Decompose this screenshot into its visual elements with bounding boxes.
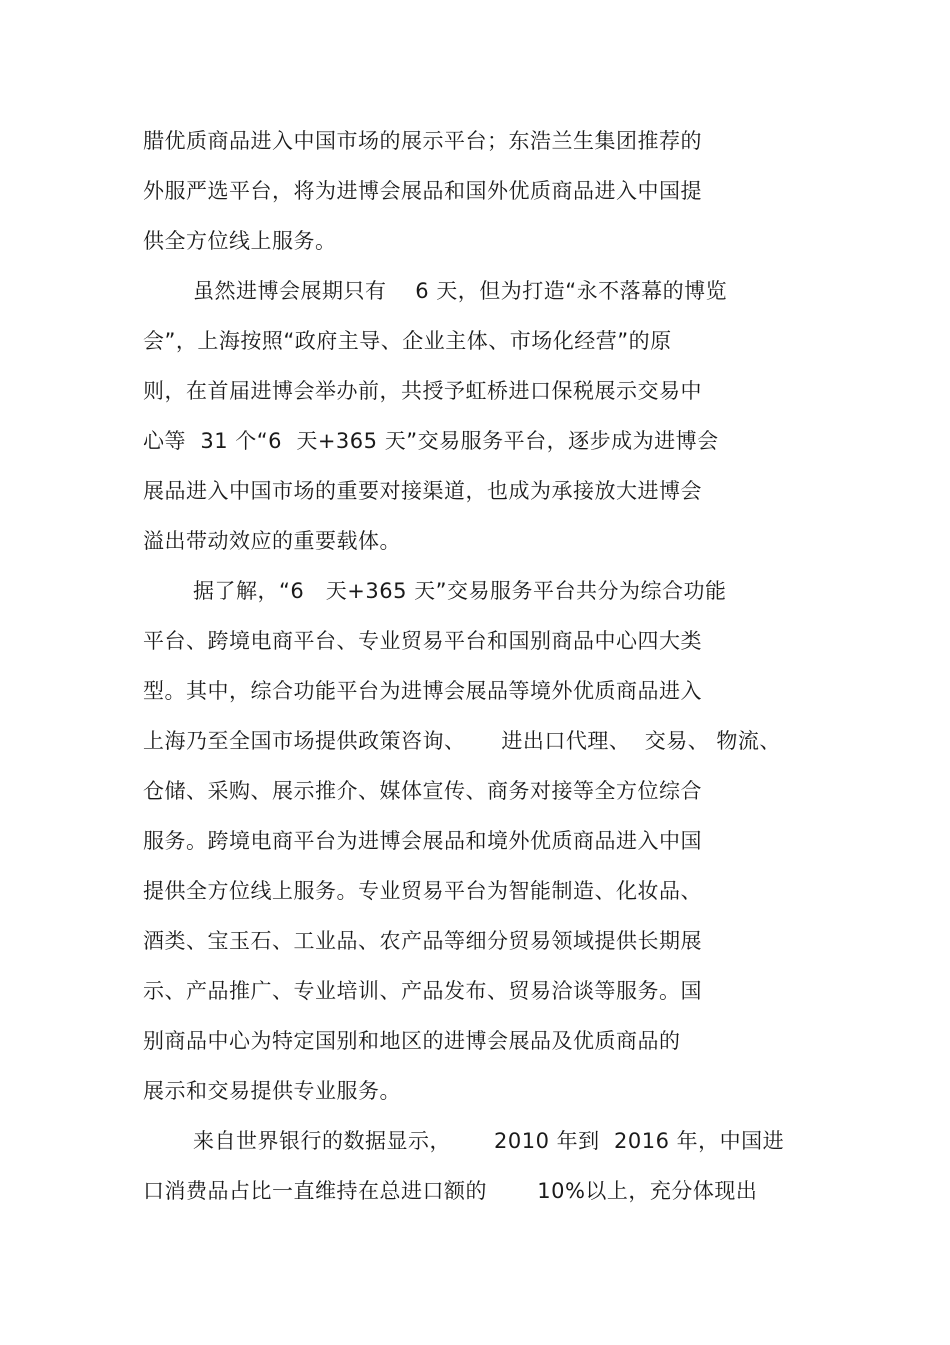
text-line: 服务。跨境电商平台为进博会展品和境外优质商品进入中国 (143, 829, 702, 853)
text-line: 酒类、宝玉石、工业品、农产品等细分贸易领域提供长期展 (143, 929, 702, 953)
text-line: 据了解，“6 天+365 天”交易服务平台共分为综合功能 (193, 579, 727, 603)
text-line: 心等 31 个“6 天+365 天”交易服务平台，逐步成为进博会 (143, 429, 719, 453)
text-line: 会”，上海按照“政府主导、企业主体、市场化经营”的原 (143, 329, 672, 353)
text-line: 上海乃至全国市场提供政策咨询、 进出口代理、 交易、 物流、 (143, 729, 781, 753)
text-line: 别商品中心为特定国别和地区的进博会展品及优质商品的 (143, 1029, 681, 1053)
text-line: 口消费品占比一直维持在总进口额的 10%以上，充分体现出 (143, 1179, 758, 1203)
text-line: 腊优质商品进入中国市场的展示平台；东浩兰生集团推荐的 (143, 129, 702, 153)
text-line: 展品进入中国市场的重要对接渠道，也成为承接放大进博会 (143, 479, 702, 503)
text-line: 仓储、采购、展示推介、媒体宣传、商务对接等全方位综合 (143, 779, 702, 803)
text-line: 则，在首届进博会举办前，共授予虹桥进口保税展示交易中 (143, 379, 702, 403)
text-line: 示、产品推广、专业培训、产品发布、贸易洽谈等服务。国 (143, 979, 702, 1003)
text-line: 提供全方位线上服务。专业贸易平台为智能制造、化妆品、 (143, 879, 702, 903)
text-line: 外服严选平台，将为进博会展品和国外优质商品进入中国提 (143, 179, 702, 203)
text-line: 虽然进博会展期只有 6 天，但为打造“永不落幕的博览 (193, 279, 728, 303)
text-line: 来自世界银行的数据显示， 2010 年到 2016 年，中国进 (193, 1129, 785, 1153)
text-line: 供全方位线上服务。 (143, 229, 337, 253)
text-line: 平台、跨境电商平台、专业贸易平台和国别商品中心四大类 (143, 629, 702, 653)
text-line: 溢出带动效应的重要载体。 (143, 529, 401, 553)
text-line: 展示和交易提供专业服务。 (143, 1079, 401, 1103)
text-line: 型。其中，综合功能平台为进博会展品等境外优质商品进入 (143, 679, 702, 703)
